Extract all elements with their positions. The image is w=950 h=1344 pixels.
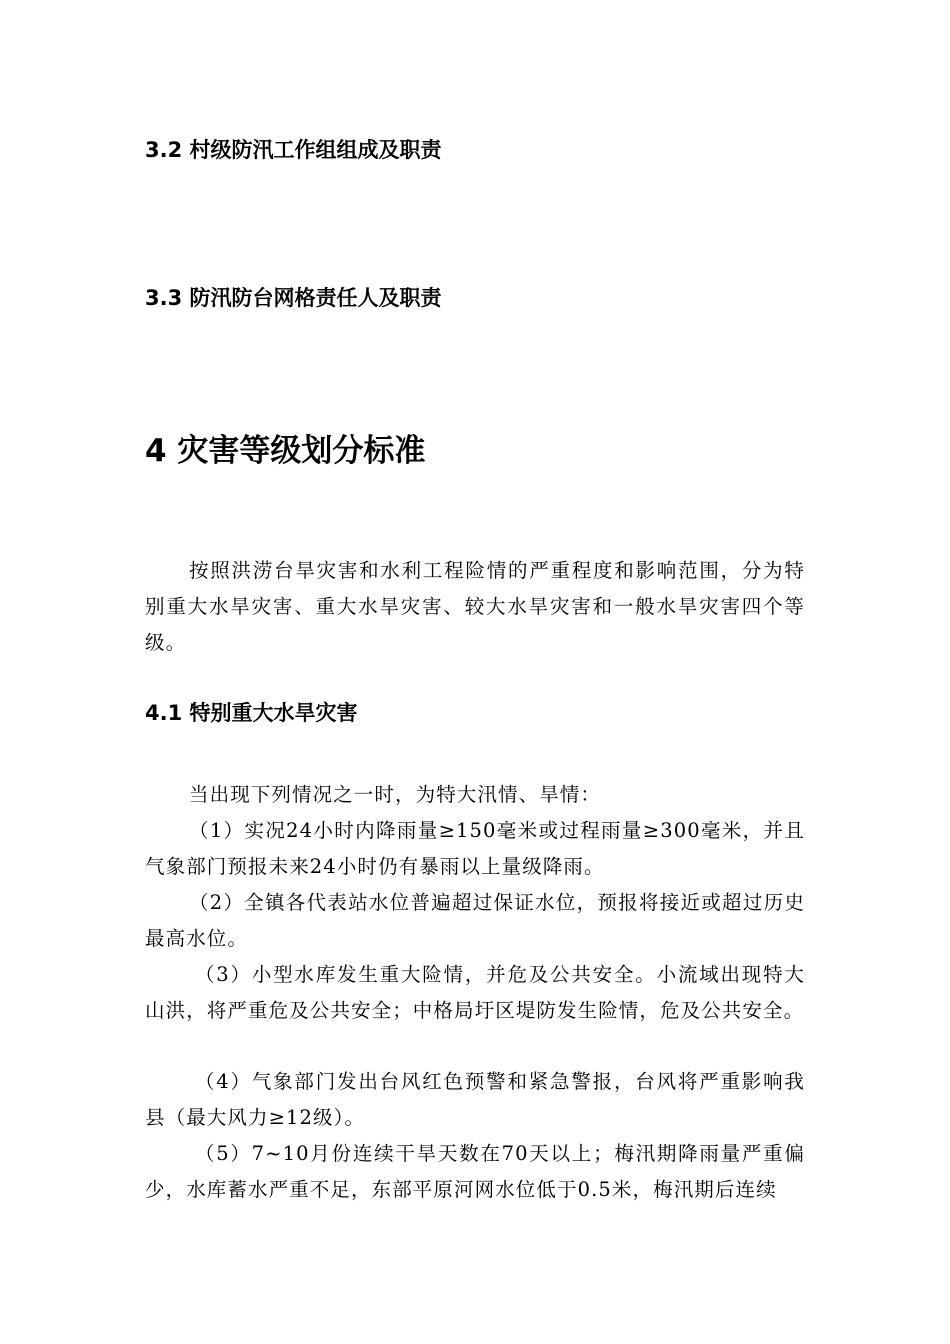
list-item-2: （2）全镇各代表站水位普遍超过保证水位，预报将接近或超过历史最高水位。 [145, 891, 805, 950]
list-item-1: （1）实况24小时内降雨量≥150毫米或过程雨量≥300毫米，并且气象部门预报未来24小时仍有暴雨以上量级降雨。 [145, 819, 805, 878]
section-heading-3-3: 3.3 防汛防台网格责任人及职责 [145, 286, 442, 310]
list-item-3: （3）小型水库发生重大险情，并危及公共安全。小流域出现特大山洪，将严重危及公共安全；中格局圩区堤防发生险情，危及公共安全。 [145, 963, 805, 1022]
section-heading-3-2: 3.2 村级防汛工作组组成及职责 [145, 138, 442, 162]
section-heading-4-1: 4.1 特别重大水旱灾害 [145, 701, 358, 725]
chapter-heading-4: 4 灾害等级划分标准 [145, 433, 426, 469]
list-item-4: （4）气象部门发出台风红色预警和紧急警报，台风将严重影响我县（最大风力≥12级）。 [145, 1070, 805, 1129]
lead-paragraph: 当出现下列情况之一时，为特大汛情、旱情： [189, 783, 602, 806]
list-item-5: （5）7~10月份连续干旱天数在70天以上；梅汛期降雨量严重偏少，水库蓄水严重不足，东部平原河网水位低于0.5米，梅汛期后连续 [145, 1142, 805, 1201]
intro-paragraph: 按照洪涝台旱灾害和水利工程险情的严重程度和影响范围，分为特别重大水旱灾害、重大水旱灾害、较大水旱灾害和一般水旱灾害四个等级。 [145, 559, 805, 654]
